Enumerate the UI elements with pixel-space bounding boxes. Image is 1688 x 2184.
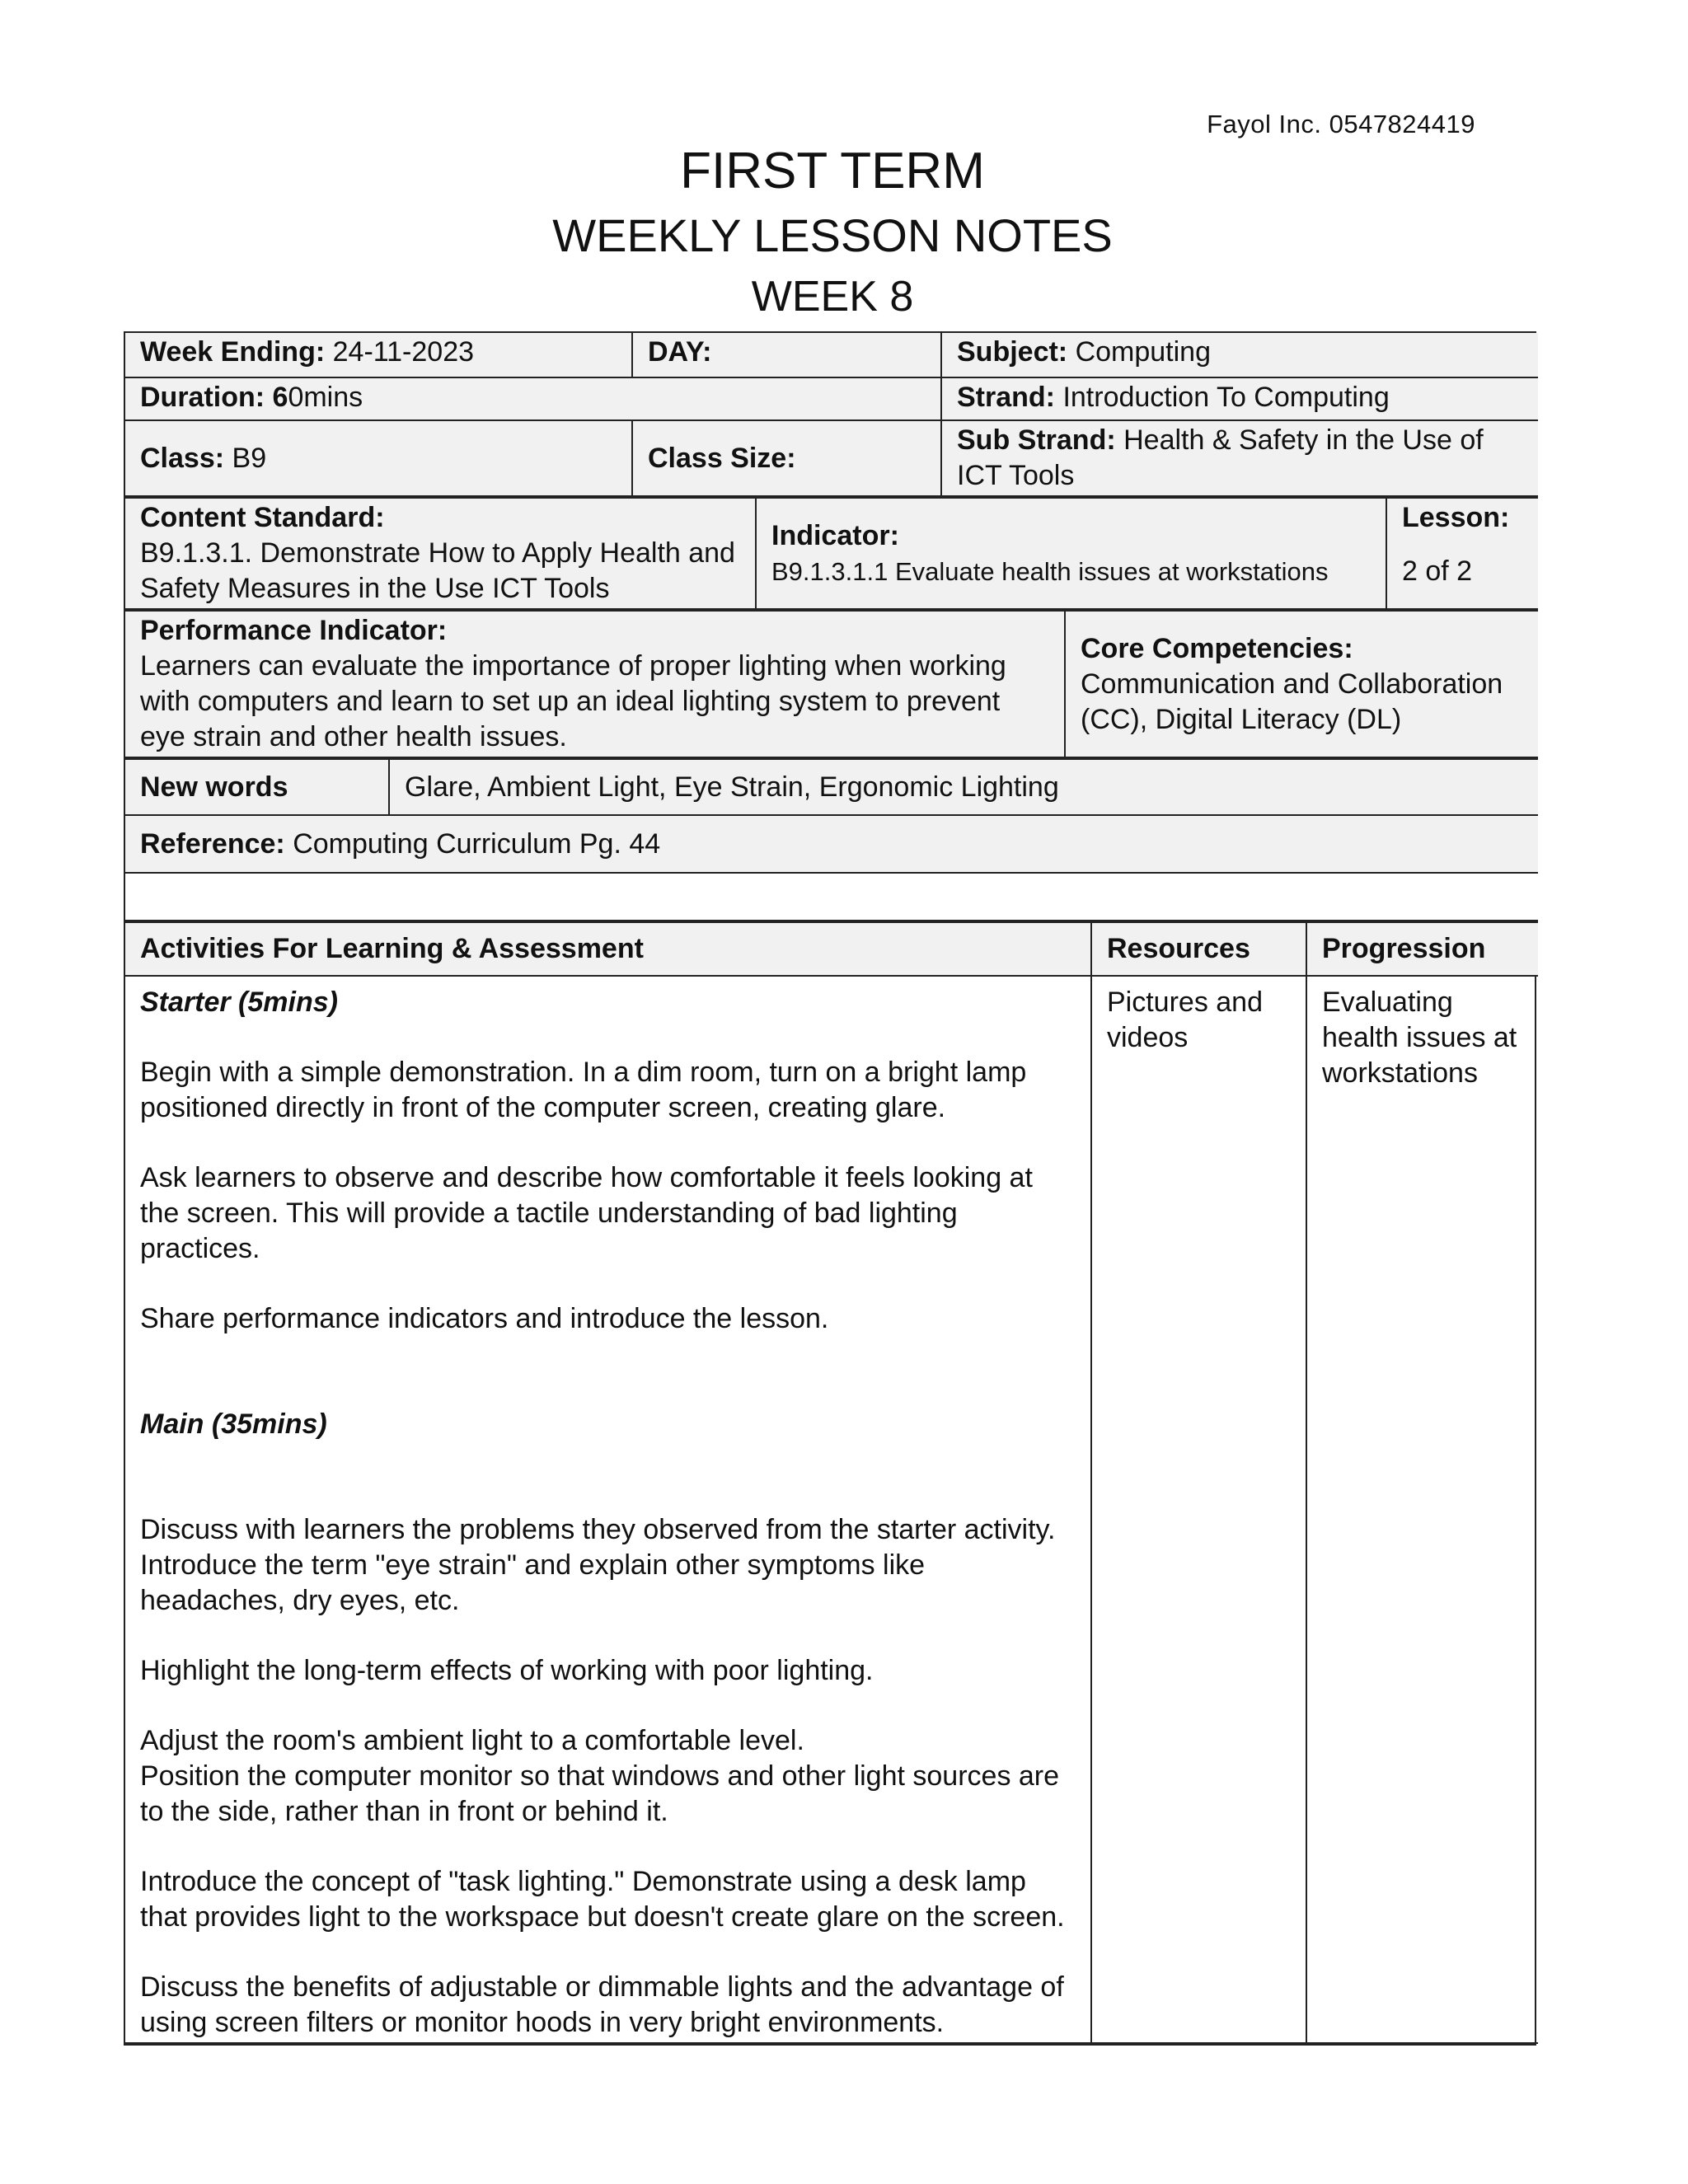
company-contact: Fayol Inc. 0547824419 <box>1207 110 1475 138</box>
starter-heading: Starter (5mins) <box>140 987 338 1018</box>
core-competencies-value: Communication and Collaboration (CC), Digital Literacy (DL) <box>1081 668 1503 735</box>
performance-indicator-cell <box>125 611 1065 757</box>
performance-indicator-label: Performance Indicator: <box>140 615 448 646</box>
starter-paragraph-1: Begin with a simple demonstration. In a dim room, turn on a bright lamp positioned directly in front of the computer screen, creating glare. <box>140 1057 1027 1123</box>
week-ending-value: 24-11-2023 <box>332 336 475 368</box>
standard-table <box>125 497 1538 610</box>
duration-label: Duration: 6 <box>140 382 288 413</box>
indicator-label: Indicator: <box>771 519 899 551</box>
content-standard-cell <box>125 498 756 609</box>
subject-label: Subject: <box>957 336 1068 368</box>
indicator-value: B9.1.3.1.1 Evaluate health issues at workstations <box>771 556 1329 586</box>
term-title: FIRST TERM <box>680 143 985 199</box>
core-competencies-label: Core Competencies: <box>1081 632 1353 664</box>
class-size-cell <box>632 420 941 496</box>
progression-value: Evaluating health issues at workstations <box>1306 976 1538 2043</box>
performance-table <box>125 610 1538 758</box>
lesson-cell <box>1386 498 1538 609</box>
activities-table <box>125 921 1538 2044</box>
week-ending-label: Week Ending: <box>140 336 326 368</box>
strand-value: Introduction To Computing <box>1062 382 1390 413</box>
lesson-notes-sheet <box>124 331 1536 2046</box>
main-paragraph-2: Highlight the long-term effects of working with poor lighting. <box>140 1655 874 1686</box>
progression-header: Progression <box>1306 922 1538 976</box>
strand-label: Strand: <box>957 382 1055 413</box>
class-cell <box>125 420 632 496</box>
info-table-top <box>125 333 1538 497</box>
week-title: WEEK 8 <box>751 273 914 321</box>
main-paragraph-3a: Adjust the room's ambient light to a comfortable level. <box>140 1725 804 1756</box>
activities-body <box>125 976 1091 2043</box>
reference-label: Reference: <box>140 827 285 860</box>
document-title: WEEKLY LESSON NOTES <box>552 209 1113 261</box>
core-competencies-cell <box>1065 611 1538 757</box>
activities-header: Activities For Learning & Assessment <box>125 922 1091 976</box>
starter-paragraph-3: Share performance indicators and introduce the lesson. <box>140 1303 829 1334</box>
class-label: Class: <box>140 442 225 474</box>
day-cell <box>632 333 941 377</box>
day-label: DAY: <box>648 336 712 368</box>
duration-cell <box>125 377 941 420</box>
main-paragraph-3b: Position the computer monitor so that windows and other light sources are to the side, rather than in front or behind it. <box>140 1760 1060 1827</box>
reference-value: Computing Curriculum Pg. 44 <box>293 827 661 860</box>
main-heading: Main (35mins) <box>140 1408 327 1440</box>
class-value: B9 <box>232 442 267 474</box>
indicator-cell <box>756 498 1386 609</box>
main-paragraph-5: Discuss the benefits of adjustable or dimmable lights and the advantage of using screen filters or monitor hoods in very bright environments. <box>140 1971 1064 2038</box>
resources-value: Pictures and videos <box>1091 976 1306 2043</box>
sub-strand-label: Sub Strand: <box>957 424 1116 456</box>
strand-cell <box>941 377 1538 420</box>
spacer-row <box>125 873 1538 921</box>
class-size-label: Class Size: <box>648 442 796 474</box>
performance-indicator-value: Learners can evaluate the importance of proper lighting when working with computers and learn to set up an ideal lighting system to prevent eye strain and other health issues. <box>140 650 1006 752</box>
sub-strand-value: Health & Safety in the Use of ICT Tools <box>957 424 1484 491</box>
new-words-label: New words <box>125 759 389 815</box>
words-table <box>125 758 1538 921</box>
main-paragraph-4: Introduce the concept of "task lighting." Demonstrate using a desk lamp that provides light to the workspace but doesn't create glare on the screen. <box>140 1866 1065 1933</box>
subject-cell <box>941 333 1538 377</box>
lesson-label: Lesson: <box>1402 502 1510 533</box>
reference-cell <box>125 815 1538 873</box>
sub-strand-cell <box>941 420 1538 496</box>
content-standard-value: B9.1.3.1. Demonstrate How to Apply Health and Safety Measures in the Use ICT Tools <box>140 537 735 604</box>
resources-header: Resources <box>1091 922 1306 976</box>
duration-value: 0mins <box>288 382 363 413</box>
week-ending-cell <box>125 333 632 377</box>
starter-paragraph-2: Ask learners to observe and describe how comfortable it feels looking at the screen. This will provide a tactile understanding of bad lighting practices. <box>140 1162 1033 1264</box>
lesson-value: 2 of 2 <box>1402 555 1473 587</box>
new-words-value: Glare, Ambient Light, Eye Strain, Ergonomic Lighting <box>389 759 1538 815</box>
subject-value: Computing <box>1075 336 1211 368</box>
main-paragraph-1: Discuss with learners the problems they observed from the starter activity. Introduce the term "eye strain" and explain other symptoms like headaches, dry eyes, etc. <box>140 1514 1056 1616</box>
content-standard-label: Content Standard: <box>140 502 385 533</box>
